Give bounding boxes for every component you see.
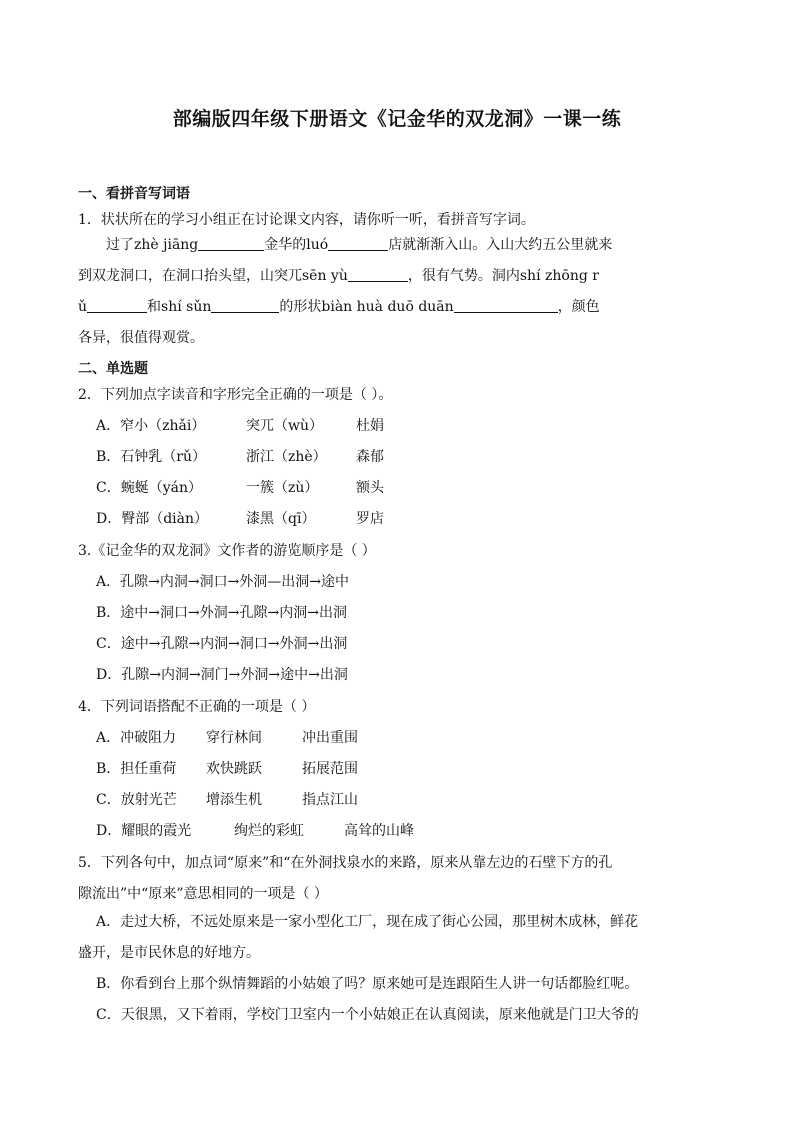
option-row[interactable]: A．冲破阻力 穿行林间 冲出重围 — [96, 730, 358, 746]
answer-blank[interactable] — [454, 298, 558, 313]
section-heading-pinyin: 一、看拼音写词语 — [78, 186, 190, 202]
answer-blank[interactable] — [211, 298, 279, 313]
question-1-passage — [78, 230, 710, 354]
answer-blank[interactable] — [87, 298, 147, 313]
passage-text: 和shí sǔn — [147, 299, 212, 315]
question-3-stem: 3.《记金华的双龙洞》文作者的游览顺序是（ ） — [78, 543, 376, 559]
passage-text: ，颜色 — [557, 299, 600, 315]
question-4-stem: 4．下列词语搭配不正确的一项是（ ） — [78, 699, 316, 715]
option-row[interactable]: C．放射光芒 增添生机 指点江山 — [96, 792, 358, 808]
option-row[interactable]: D．臀部（diàn） 漆黑（qī） 罗店 — [96, 511, 384, 527]
question-1-stem: 1．状状所在的学习小组正在讨论课文内容，请你听一听，看拼音写字词。 — [78, 212, 535, 228]
question-5-stem-continued: 隙流出”中“原来”意思相同的一项是（ ） — [78, 886, 328, 902]
option-row[interactable]: A．孔隙→内洞→洞口→外洞—出洞→途中 — [96, 574, 350, 590]
page-title: 部编版四年级下册语文《记金华的双龙洞》一课一练 — [172, 108, 622, 130]
question-2-stem: 2．下列加点字读音和字形完全正确的一项是（ ）。 — [78, 387, 393, 403]
passage-text: 到双龙洞口，在洞口抬头望，山突兀sēn yù — [78, 268, 348, 284]
passage-text: ，很有气势。洞内shí zhōng r — [407, 268, 599, 284]
option-row[interactable]: D．耀眼的霞光 绚烂的彩虹 高耸的山峰 — [96, 823, 414, 839]
option-row[interactable]: B．途中→洞口→外洞→孔隙→内洞→出洞 — [96, 605, 347, 621]
question-5-stem: 5．下列各句中，加点词“原来”和“在外洞找泉水的来路，原来从靠左边的石壁下方的孔 — [78, 855, 613, 871]
option-row[interactable]: C．途中→孔隙→内洞→洞口→外洞→出洞 — [96, 636, 348, 652]
option-a[interactable]: A．走过大桥，不远处原来是一家小型化工厂，现在成了街心公园，那里树木成林，鲜花 盛开，是市民休息的好地方。 — [78, 914, 639, 961]
passage-text: ǔ — [78, 299, 88, 315]
option-row[interactable]: B．石钟乳（rǔ） 浙江（zhè） 森郁 — [96, 449, 384, 465]
passage-text: 店就渐渐入山。入山大约五公里就来 — [388, 237, 613, 253]
option-row[interactable]: C．蜿蜒（yán） 一簇（zù） 额头 — [96, 480, 384, 496]
answer-blank[interactable] — [198, 236, 264, 251]
option-c[interactable]: C．天很黑，又下着雨，学校门卫室内一个小姑娘正在认真阅读，原来他就是门卫大爷的 — [96, 1007, 639, 1023]
answer-blank[interactable] — [328, 236, 388, 251]
option-row[interactable]: D．孔隙→内洞→洞门→外洞→途中→出洞 — [96, 667, 348, 683]
passage-text: 过了zhè jiāng — [106, 237, 199, 253]
section-heading-single-choice: 二、单选题 — [78, 361, 148, 377]
option-row[interactable]: B．担任重荷 欢快跳跃 拓展范围 — [96, 761, 358, 777]
option-row[interactable]: A．窄小（zhǎi） 突兀（wù） 杜娟 — [96, 418, 384, 434]
option-b[interactable]: B．你看到台上那个纵情舞蹈的小姑娘了吗？原来她可是连跟陌生人讲一句话都脸红呢。 — [96, 976, 639, 992]
passage-text: 各异，很值得观赏。 — [78, 330, 204, 346]
passage-text: 的形状biàn huà duō duān — [279, 299, 454, 315]
passage-text: 金华的luó — [264, 237, 329, 253]
answer-blank[interactable] — [348, 267, 408, 282]
